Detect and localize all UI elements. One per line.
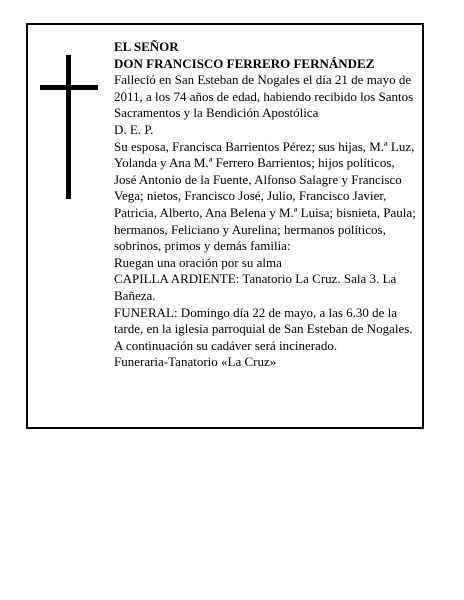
notice-honorific: EL SEÑOR [114,39,179,54]
family-list: Su esposa, Francisca Barrientos Pérez; sus hijas, M.ª Luz, Yolanda y Ana M.ª Ferrero Barrientos; hijos políticos, José Antonio de la Fuente, Alfonso Salagre y Francisco Vega; nietos, Francisco José, Julio, Francisco Javier, Patricia, Alberto, Ana Belena y M.ª Luisa; bisnieta, Paula; hermanos, Feliciano y Aurelina; hermanos políticos, sobrinos, primos y demás familia: [114,138,416,254]
funeral-home: Funeraria-Tanatorio «La Cruz» [114,354,277,370]
cross-vertical-bar [66,55,71,199]
funeral-info: FUNERAL: Domingo día 22 de mayo, a las 6.30 de la tarde, en la iglesia parroquial de San Esteban de Nogales. A continuación su cadáver será incinerado. [114,304,413,353]
prayer-request: Ruegan una oración por su alma [114,254,282,270]
chapel-info: CAPILLA ARDIENTE: Tanatorio La Cruz. Sala 3. La Bañeza. [114,271,397,303]
rip-line: D. E. P. [114,121,154,137]
obituary-notice [26,23,424,429]
cross-icon [40,55,98,199]
death-announcement: Falleció en San Esteban de Nogales el día 21 de mayo de 2011, a los 74 años de edad, habiendo recibido los Santos Sacramentos y la Bendición Apostólica [114,72,414,121]
deceased-name: DON FRANCISCO FERRERO FERNÁNDEZ [114,55,375,71]
cross-horizontal-bar [40,85,98,90]
notice-body [114,39,420,371]
